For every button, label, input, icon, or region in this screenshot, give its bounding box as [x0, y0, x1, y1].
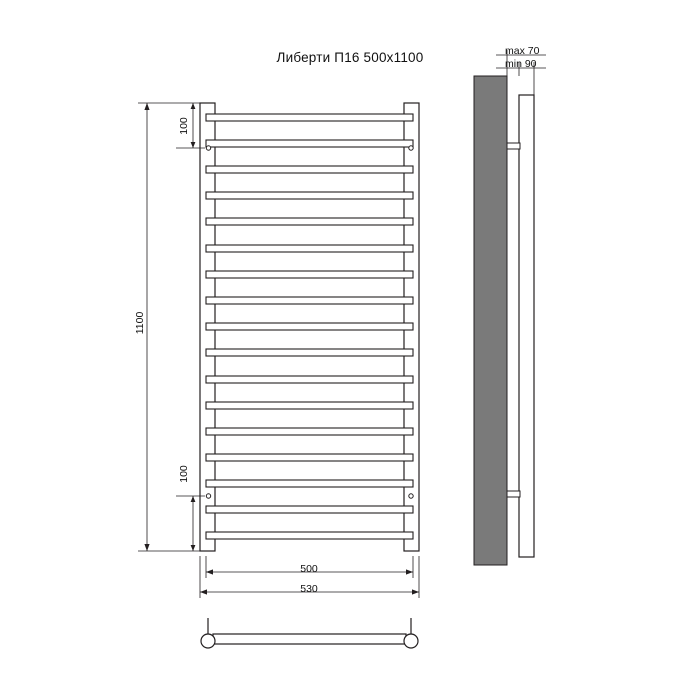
side-elevation — [474, 50, 546, 565]
rung-group — [206, 114, 413, 539]
dimension-label-inner-width: 500 — [300, 563, 318, 575]
bracket-bottom — [507, 491, 520, 497]
dimension-label-bottom-offset: 100 — [178, 465, 190, 483]
dimension-label-top-offset: 100 — [178, 117, 190, 135]
plan-right-joint — [404, 634, 418, 648]
wall-block — [474, 76, 507, 565]
plan-bar — [213, 634, 406, 644]
dimension-label-depth-min: min 90 — [505, 58, 537, 70]
mount-point-bottom-left — [206, 494, 210, 498]
mount-point-bottom-right — [409, 494, 413, 498]
dimension-label-height: 1100 — [134, 311, 146, 335]
dimension-label-outer-width: 530 — [300, 583, 318, 595]
mount-point-top-right — [409, 146, 413, 150]
front-elevation — [200, 103, 419, 551]
side-rail-profile — [519, 95, 534, 557]
page-title: Либерти П16 500x1100 — [276, 50, 424, 65]
dimension-label-depth-max: max 70 — [505, 45, 540, 57]
mount-point-top-left — [206, 146, 210, 150]
bracket-top — [507, 143, 520, 149]
bottom-plan — [201, 618, 418, 648]
plan-left-joint — [201, 634, 215, 648]
